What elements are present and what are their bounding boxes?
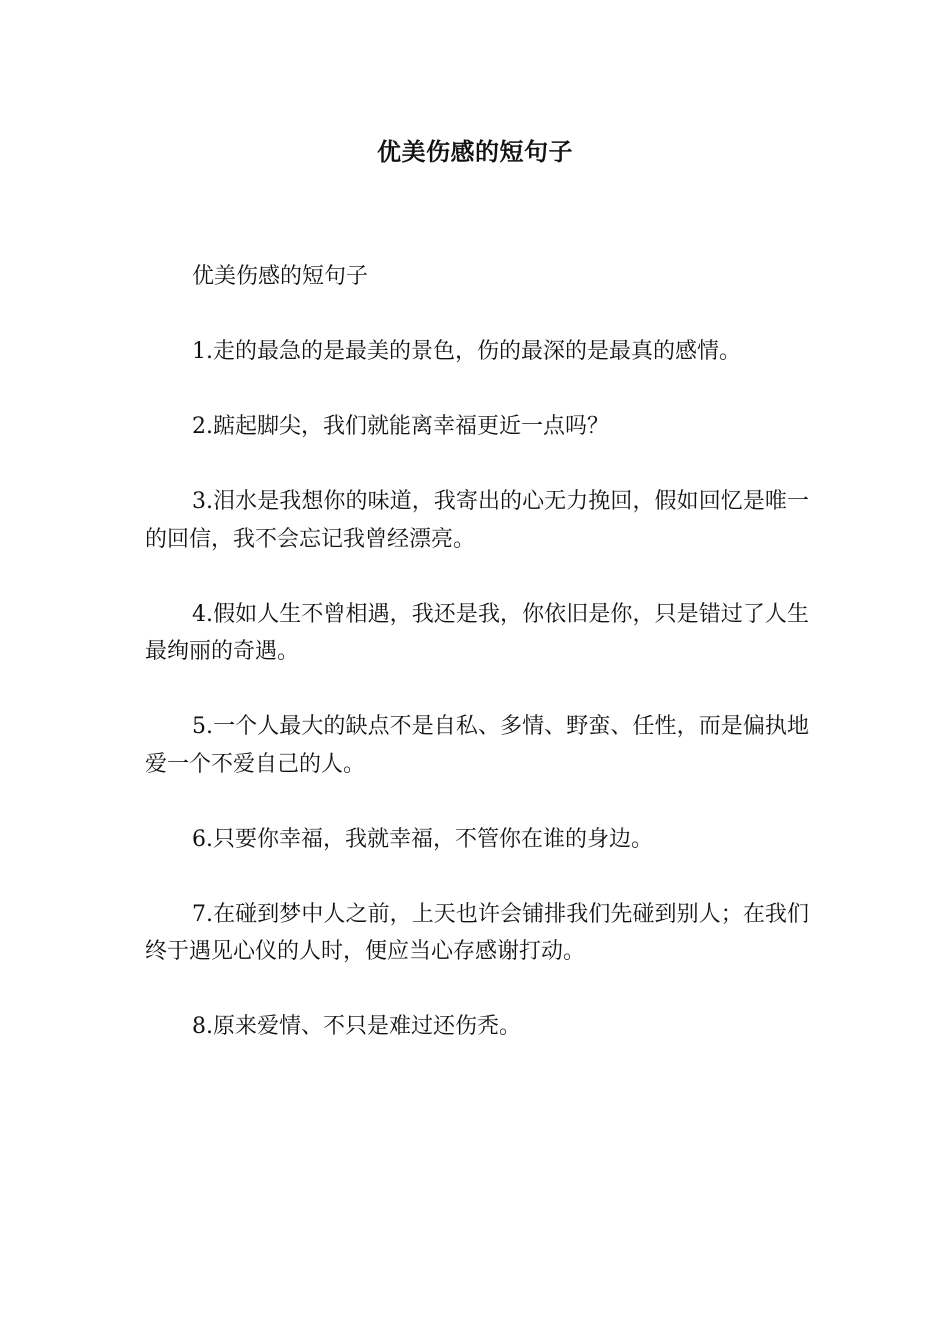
paragraph-item-4: 4.假如人生不曾相遇，我还是我，你依旧是你，只是错过了人生最绚丽的奇遇。 [145, 601, 809, 664]
paragraph-item-5: 5.一个人最大的缺点不是自私、多情、野蛮、任性，而是偏执地爱一个不爱自己的人。 [145, 714, 809, 777]
paragraph-item-2: 2.踮起脚尖，我们就能离幸福更近一点吗？ [192, 414, 609, 439]
document-body [145, 258, 809, 1083]
paragraph-item-6: 6.只要你幸福，我就幸福，不管你在谁的身边。 [192, 826, 653, 852]
paragraph-subtitle: 优美伤感的短句子 [192, 264, 369, 289]
paragraph-item-8: 8.原来爱情、不只是难过还伤秃。 [192, 1014, 521, 1039]
page-title: 优美伤感的短句子 [377, 137, 573, 166]
paragraph-item-7: 7.在碰到梦中人之前，上天也许会铺排我们先碰到别人；在我们终于遇见心仪的人时，便应当心存感谢打动。 [145, 901, 809, 964]
paragraph-item-3: 3.泪水是我想你的味道，我寄出的心无力挽回，假如回忆是唯一的回信，我不会忘记我曾经漂亮。 [145, 489, 809, 552]
paragraph-item-1: 1.走的最急的是最美的景色，伤的最深的是最真的感情。 [192, 339, 741, 364]
